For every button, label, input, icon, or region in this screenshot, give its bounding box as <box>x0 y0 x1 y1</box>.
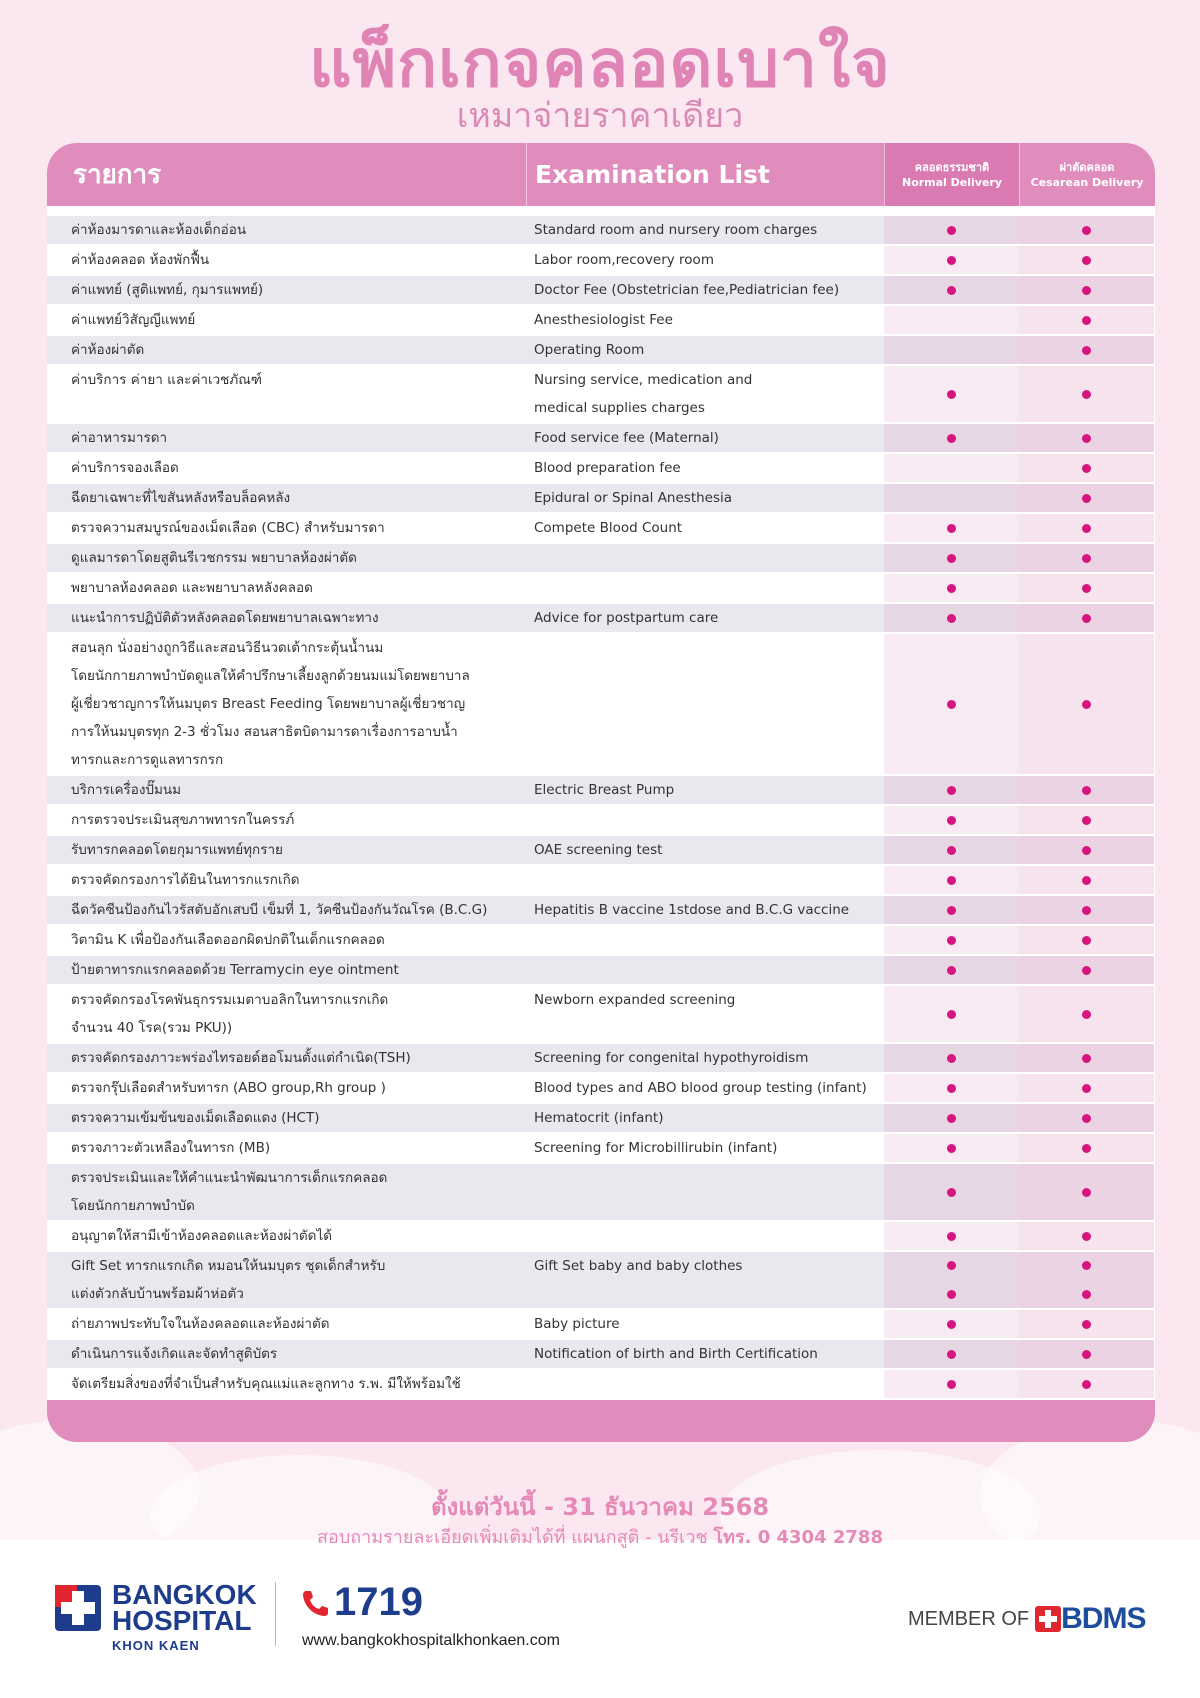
row-english-label: Advice for postpartum care <box>526 604 884 632</box>
row-thai-label: ตรวจกรุ๊ปเลือดสำหรับทารก (ABO group,Rh group ) <box>47 1074 526 1102</box>
row-thai-label: พยาบาลห้องคลอด และพยาบาลหลังคลอด <box>47 574 526 602</box>
included-dot-icon <box>1082 1350 1091 1359</box>
cesarean-delivery-cell <box>1019 216 1154 244</box>
included-dot-icon <box>1082 1144 1091 1153</box>
row-english-label: Electric Breast Pump <box>526 776 884 804</box>
cesarean-delivery-cell <box>1019 246 1154 274</box>
normal-delivery-cell <box>884 806 1019 834</box>
cesarean-delivery-cell <box>1019 986 1154 1042</box>
included-dot-icon <box>1082 936 1091 945</box>
included-dot-icon <box>947 434 956 443</box>
row-thai-label: วิตามิน K เพื่อป้องกันเลือดออกผิดปกติในเด็กแรกคลอด <box>47 926 526 954</box>
normal-delivery-cell <box>884 1134 1019 1162</box>
table-row <box>47 366 1155 424</box>
hotline[interactable] <box>300 1580 423 1625</box>
row-thai-label: ตรวจคัดกรองโรคพันธุกรรมเมตาบอลิกในทารกแรกเกิด จำนวน 40 โรค(รวม PKU)) <box>47 986 526 1042</box>
cesarean-delivery-cell <box>1019 424 1154 452</box>
included-dot-icon <box>947 1084 956 1093</box>
title-block <box>0 26 1200 136</box>
included-dot-icon <box>1082 1320 1091 1329</box>
promo-contact <box>0 1524 1200 1552</box>
row-english-label: Notification of birth and Birth Certification <box>526 1340 884 1368</box>
cesarean-delivery-cell <box>1019 454 1154 482</box>
included-dot-icon <box>1082 1290 1091 1299</box>
included-dot-icon <box>947 256 956 265</box>
contact-text: สอบถามรายละเอียดเพิ่มเติมได้ที่ แผนกสูติ - นรีเวช <box>317 1527 708 1548</box>
table-row <box>47 1310 1155 1340</box>
normal-delivery-cell <box>884 956 1019 984</box>
table-body <box>47 206 1155 1400</box>
row-english-label <box>526 544 884 572</box>
footer-divider <box>275 1582 276 1646</box>
included-dot-icon <box>1082 700 1091 709</box>
cesarean-delivery-cell <box>1019 1310 1154 1338</box>
logo-branch: KHON KAEN <box>112 1638 200 1653</box>
normal-delivery-cell <box>884 336 1019 364</box>
row-thai-label: จัดเตรียมสิ่งของที่จำเป็นสำหรับคุณแม่และลูกทาง ร.พ. มีให้พร้อมใช้ <box>47 1370 526 1398</box>
row-thai-label: ค่าบริการจองเลือด <box>47 454 526 482</box>
footer <box>0 1580 1200 1698</box>
cesarean-delivery-cell <box>1019 776 1154 804</box>
row-thai-label: ค่าแพทย์ (สูติแพทย์, กุมารแพทย์) <box>47 276 526 304</box>
phone-icon <box>300 1588 330 1618</box>
header-normal-th: คลอดธรรมชาติ <box>914 160 990 174</box>
row-english-label <box>526 956 884 984</box>
header-normal-delivery <box>884 143 1019 206</box>
normal-delivery-cell <box>884 514 1019 542</box>
included-dot-icon <box>1082 1114 1091 1123</box>
table-row <box>47 926 1155 956</box>
table-row <box>47 306 1155 336</box>
table-row <box>47 604 1155 634</box>
member-label: MEMBER OF <box>908 1607 1030 1630</box>
normal-delivery-cell <box>884 216 1019 244</box>
cesarean-delivery-cell <box>1019 484 1154 512</box>
row-english-label: Screening for congenital hypothyroidism <box>526 1044 884 1072</box>
table-row <box>47 1340 1155 1370</box>
included-dot-icon <box>1082 1054 1091 1063</box>
row-english-label: Labor room,recovery room <box>526 246 884 274</box>
included-dot-icon <box>1082 1010 1091 1019</box>
row-thai-label: อนุญาตให้สามีเข้าห้องคลอดและห้องผ่าตัดได้ <box>47 1222 526 1250</box>
cesarean-delivery-cell <box>1019 634 1154 774</box>
cesarean-delivery-cell <box>1019 1164 1154 1220</box>
included-dot-icon <box>947 1114 956 1123</box>
normal-delivery-cell <box>884 1310 1019 1338</box>
row-thai-label: ดำเนินการแจ้งเกิดและจัดทำสูติบัตร <box>47 1340 526 1368</box>
normal-delivery-cell <box>884 544 1019 572</box>
included-dot-icon <box>947 1261 956 1270</box>
included-dot-icon <box>947 1320 956 1329</box>
normal-delivery-cell <box>884 1252 1019 1308</box>
included-dot-icon <box>947 1188 956 1197</box>
header-normal-en: Normal Delivery <box>901 175 1003 189</box>
included-dot-icon <box>947 700 956 709</box>
normal-delivery-cell <box>884 276 1019 304</box>
normal-delivery-cell <box>884 1222 1019 1250</box>
included-dot-icon <box>947 1380 956 1389</box>
row-english-label: Hepatitis B vaccine 1stdose and B.C.G vaccine <box>526 896 884 924</box>
cesarean-delivery-cell <box>1019 896 1154 924</box>
table-header <box>47 143 1155 206</box>
table-row <box>47 986 1155 1044</box>
row-thai-label: ดูแลมารดาโดยสูตินรีเวชกรรม พยาบาลห้องผ่าตัด <box>47 544 526 572</box>
included-dot-icon <box>947 390 956 399</box>
included-dot-icon <box>1082 316 1091 325</box>
normal-delivery-cell <box>884 1340 1019 1368</box>
cesarean-delivery-cell <box>1019 1222 1154 1250</box>
included-dot-icon <box>947 554 956 563</box>
included-dot-icon <box>1082 816 1091 825</box>
row-english-label: Hematocrit (infant) <box>526 1104 884 1132</box>
table-row <box>47 276 1155 306</box>
included-dot-icon <box>947 1144 956 1153</box>
row-english-label <box>526 1222 884 1250</box>
table-row <box>47 246 1155 276</box>
included-dot-icon <box>947 966 956 975</box>
row-english-label <box>526 1164 884 1220</box>
row-thai-label: ค่าห้องคลอด ห้องพักฟื้น <box>47 246 526 274</box>
table-row <box>47 544 1155 574</box>
table-footer <box>47 1400 1155 1442</box>
logo-line-hospital: HOSPITAL <box>112 1605 252 1636</box>
included-dot-icon <box>947 614 956 623</box>
included-dot-icon <box>947 524 956 533</box>
normal-delivery-cell <box>884 574 1019 602</box>
included-dot-icon <box>1082 1232 1091 1241</box>
table-row <box>47 956 1155 986</box>
promo-date: ตั้งแต่วันนี้ - 31 ธันวาคม 2568 <box>430 1493 770 1521</box>
row-thai-label: ค่าห้องมารดาและห้องเด็กอ่อน <box>47 216 526 244</box>
row-thai-label: ค่าแพทย์วิสัญญีแพทย์ <box>47 306 526 334</box>
table-row <box>47 1044 1155 1074</box>
package-table <box>47 143 1155 1442</box>
row-thai-label: รับทารกคลอดโดยกุมารแพทย์ทุกราย <box>47 836 526 864</box>
included-dot-icon <box>947 584 956 593</box>
logo-line-bangkok: BANGKOK <box>112 1579 257 1610</box>
included-dot-icon <box>1082 464 1091 473</box>
included-dot-icon <box>947 1010 956 1019</box>
included-dot-icon <box>947 1054 956 1063</box>
cesarean-delivery-cell <box>1019 366 1154 422</box>
normal-delivery-cell <box>884 896 1019 924</box>
cesarean-delivery-cell <box>1019 276 1154 304</box>
row-english-label: Doctor Fee (Obstetrician fee,Pediatrician fee) <box>526 276 884 304</box>
cesarean-delivery-cell <box>1019 836 1154 864</box>
bdms-logo-text: BDMS <box>1061 1602 1146 1635</box>
normal-delivery-cell <box>884 306 1019 334</box>
normal-delivery-cell <box>884 776 1019 804</box>
included-dot-icon <box>1082 390 1091 399</box>
table-row <box>47 1222 1155 1252</box>
included-dot-icon <box>1082 434 1091 443</box>
cesarean-delivery-cell <box>1019 604 1154 632</box>
header-cesarean-delivery <box>1019 143 1154 206</box>
included-dot-icon <box>1082 1380 1091 1389</box>
row-thai-label: ฉีดวัคซีนป้องกันไวรัสตับอักเสบบี เข็มที่ 1, วัคซีนป้องกันวัณโรค (B.C.G) <box>47 896 526 924</box>
row-thai-label: ค่าห้องผ่าตัด <box>47 336 526 364</box>
included-dot-icon <box>1082 226 1091 235</box>
normal-delivery-cell <box>884 1044 1019 1072</box>
included-dot-icon <box>947 846 956 855</box>
normal-delivery-cell <box>884 1164 1019 1220</box>
row-english-label <box>526 806 884 834</box>
cesarean-delivery-cell <box>1019 1134 1154 1162</box>
normal-delivery-cell <box>884 604 1019 632</box>
row-thai-label: Gift Set ทารกแรกเกิด หมอนให้นมบุตร ชุดเด็กสำหรับ แต่งตัวกลับบ้านพร้อมผ้าห่อตัว <box>47 1252 526 1308</box>
row-english-label: Screening for Microbillirubin (infant) <box>526 1134 884 1162</box>
included-dot-icon <box>1082 1188 1091 1197</box>
row-english-label <box>526 574 884 602</box>
table-row <box>47 1074 1155 1104</box>
row-english-label <box>526 926 884 954</box>
table-row <box>47 896 1155 926</box>
table-row <box>47 1134 1155 1164</box>
row-english-label <box>526 634 884 774</box>
row-english-label: Nursing service, medication and medical supplies charges <box>526 366 884 422</box>
cesarean-delivery-cell <box>1019 1370 1154 1398</box>
cesarean-delivery-cell <box>1019 574 1154 602</box>
header-examination-list: Examination List <box>526 143 884 206</box>
included-dot-icon <box>947 1350 956 1359</box>
row-thai-label: ตรวจคัดกรองภาวะพร่องไทรอยด์ฮอโมนตั้งแต่กำเนิด(TSH) <box>47 1044 526 1072</box>
row-english-label: Compete Blood Count <box>526 514 884 542</box>
bdms-cross-icon <box>1035 1606 1061 1632</box>
row-english-label: Standard room and nursery room charges <box>526 216 884 244</box>
included-dot-icon <box>1082 786 1091 795</box>
row-english-label: Gift Set baby and baby clothes <box>526 1252 884 1308</box>
hospital-name <box>112 1579 257 1653</box>
included-dot-icon <box>947 906 956 915</box>
normal-delivery-cell <box>884 424 1019 452</box>
row-english-label: Food service fee (Maternal) <box>526 424 884 452</box>
table-row <box>47 776 1155 806</box>
included-dot-icon <box>947 876 956 885</box>
normal-delivery-cell <box>884 454 1019 482</box>
included-dot-icon <box>1082 494 1091 503</box>
contact-phone[interactable]: โทร. 0 4304 2788 <box>713 1527 883 1548</box>
normal-delivery-cell <box>884 634 1019 774</box>
included-dot-icon <box>947 286 956 295</box>
table-row <box>47 424 1155 454</box>
table-row <box>47 574 1155 604</box>
included-dot-icon <box>947 786 956 795</box>
row-thai-label: ค่าบริการ ค่ายา และค่าเวชภัณฑ์ <box>47 366 526 422</box>
table-row <box>47 806 1155 836</box>
table-row <box>47 454 1155 484</box>
page-subtitle: เหมาจ่ายราคาเดียว <box>456 96 744 136</box>
normal-delivery-cell <box>884 484 1019 512</box>
row-thai-label: ป้ายตาทารกแรกคลอดด้วย Terramycin eye ointment <box>47 956 526 984</box>
table-row <box>47 634 1155 776</box>
included-dot-icon <box>1082 1084 1091 1093</box>
cesarean-delivery-cell <box>1019 1104 1154 1132</box>
row-thai-label: ถ่ายภาพประทับใจในห้องคลอดและห้องผ่าตัด <box>47 1310 526 1338</box>
included-dot-icon <box>1082 614 1091 623</box>
row-thai-label: การตรวจประเมินสุขภาพทารกในครรภ์ <box>47 806 526 834</box>
table-row <box>47 1252 1155 1310</box>
included-dot-icon <box>1082 1261 1091 1270</box>
row-thai-label: ตรวจภาวะตัวเหลืองในทารก (MB) <box>47 1134 526 1162</box>
normal-delivery-cell <box>884 926 1019 954</box>
table-row <box>47 836 1155 866</box>
normal-delivery-cell <box>884 246 1019 274</box>
table-row <box>47 1104 1155 1134</box>
row-thai-label: ตรวจความเข้มข้นของเม็ดเลือดแดง (HCT) <box>47 1104 526 1132</box>
included-dot-icon <box>1082 554 1091 563</box>
header-cesarean-th: ผ่าตัดคลอด <box>1059 160 1115 174</box>
row-thai-label: บริการเครื่องปั๊มนม <box>47 776 526 804</box>
row-english-label: Anesthesiologist Fee <box>526 306 884 334</box>
normal-delivery-cell <box>884 986 1019 1042</box>
row-thai-label: แนะนำการปฏิบัติตัวหลังคลอดโดยพยาบาลเฉพาะทาง <box>47 604 526 632</box>
included-dot-icon <box>947 1290 956 1299</box>
row-thai-label: ฉีดยาเฉพาะที่ไขสันหลังหรือบล็อคหลัง <box>47 484 526 512</box>
table-row <box>47 484 1155 514</box>
normal-delivery-cell <box>884 1104 1019 1132</box>
normal-delivery-cell <box>884 836 1019 864</box>
included-dot-icon <box>1082 286 1091 295</box>
row-thai-label: ตรวจความสมบูรณ์ของเม็ดเลือด (CBC) สำหรับมารดา <box>47 514 526 542</box>
cesarean-delivery-cell <box>1019 544 1154 572</box>
cesarean-delivery-cell <box>1019 956 1154 984</box>
table-row <box>47 1164 1155 1222</box>
row-thai-label: ตรวจประเมินและให้คำแนะนำพัฒนาการเด็กแรกคลอด โดยนักกายภาพบำบัด <box>47 1164 526 1220</box>
cesarean-delivery-cell <box>1019 866 1154 894</box>
included-dot-icon <box>1082 256 1091 265</box>
website-link[interactable]: www.bangkokhospitalkhonkaen.com <box>302 1632 560 1649</box>
row-english-label <box>526 1370 884 1398</box>
row-english-label: Newborn expanded screening <box>526 986 884 1042</box>
included-dot-icon <box>1082 906 1091 915</box>
cesarean-delivery-cell <box>1019 1252 1154 1308</box>
included-dot-icon <box>1082 876 1091 885</box>
table-row <box>47 1370 1155 1400</box>
row-english-label: Epidural or Spinal Anesthesia <box>526 484 884 512</box>
table-row <box>47 216 1155 246</box>
included-dot-icon <box>1082 346 1091 355</box>
table-row <box>47 866 1155 896</box>
row-english-label: Baby picture <box>526 1310 884 1338</box>
row-thai-label: สอนลุก นั่งอย่างถูกวิธีและสอนวิธีนวดเต้ากระตุ้นน้ำนม โดยนักกายภาพบำบัดดูแลให้คำปรึกษาเลี้ยงลูกด้วยนมแม่โดยพยาบาล ผู้เชี่ยวชาญการให้นมบุตร Breast Feeding โดยพยาบาลผู้เชี่ยวชาญ การให้นมบุตรทุก 2-3 ชั่วโมง สอนสาธิตบิดามารดาเรื่องการอาบน้ำ ทารกและการดูแลทารกรก <box>47 634 526 774</box>
row-english-label: OAE screening test <box>526 836 884 864</box>
cesarean-delivery-cell <box>1019 1340 1154 1368</box>
page-title: แพ็กเกจคลอดเบาใจ <box>309 25 891 102</box>
included-dot-icon <box>1082 584 1091 593</box>
row-english-label: Blood types and ABO blood group testing (infant) <box>526 1074 884 1102</box>
header-cesarean-en: Cesarean Delivery <box>1030 175 1144 189</box>
included-dot-icon <box>1082 524 1091 533</box>
included-dot-icon <box>1082 966 1091 975</box>
table-row <box>47 336 1155 366</box>
included-dot-icon <box>947 816 956 825</box>
row-english-label <box>526 866 884 894</box>
row-thai-label: ตรวจคัดกรองการได้ยินในทารกแรกเกิด <box>47 866 526 894</box>
member-of-bdms <box>908 1602 1145 1636</box>
cesarean-delivery-cell <box>1019 806 1154 834</box>
cesarean-delivery-cell <box>1019 1074 1154 1102</box>
included-dot-icon <box>947 1232 956 1241</box>
normal-delivery-cell <box>884 1370 1019 1398</box>
included-dot-icon <box>947 226 956 235</box>
cesarean-delivery-cell <box>1019 1044 1154 1072</box>
cesarean-delivery-cell <box>1019 306 1154 334</box>
normal-delivery-cell <box>884 1074 1019 1102</box>
header-thai-list: รายการ <box>73 160 162 190</box>
included-dot-icon <box>947 936 956 945</box>
cesarean-delivery-cell <box>1019 514 1154 542</box>
cesarean-delivery-cell <box>1019 926 1154 954</box>
normal-delivery-cell <box>884 366 1019 422</box>
table-row <box>47 514 1155 544</box>
cesarean-delivery-cell <box>1019 336 1154 364</box>
row-thai-label: ค่าอาหารมารดา <box>47 424 526 452</box>
row-english-label: Operating Room <box>526 336 884 364</box>
promo-block <box>0 1490 1200 1552</box>
normal-delivery-cell <box>884 866 1019 894</box>
bangkok-hospital-logo-icon <box>55 1585 101 1631</box>
row-english-label: Blood preparation fee <box>526 454 884 482</box>
included-dot-icon <box>1082 846 1091 855</box>
hotline-number: 1719 <box>334 1580 423 1624</box>
